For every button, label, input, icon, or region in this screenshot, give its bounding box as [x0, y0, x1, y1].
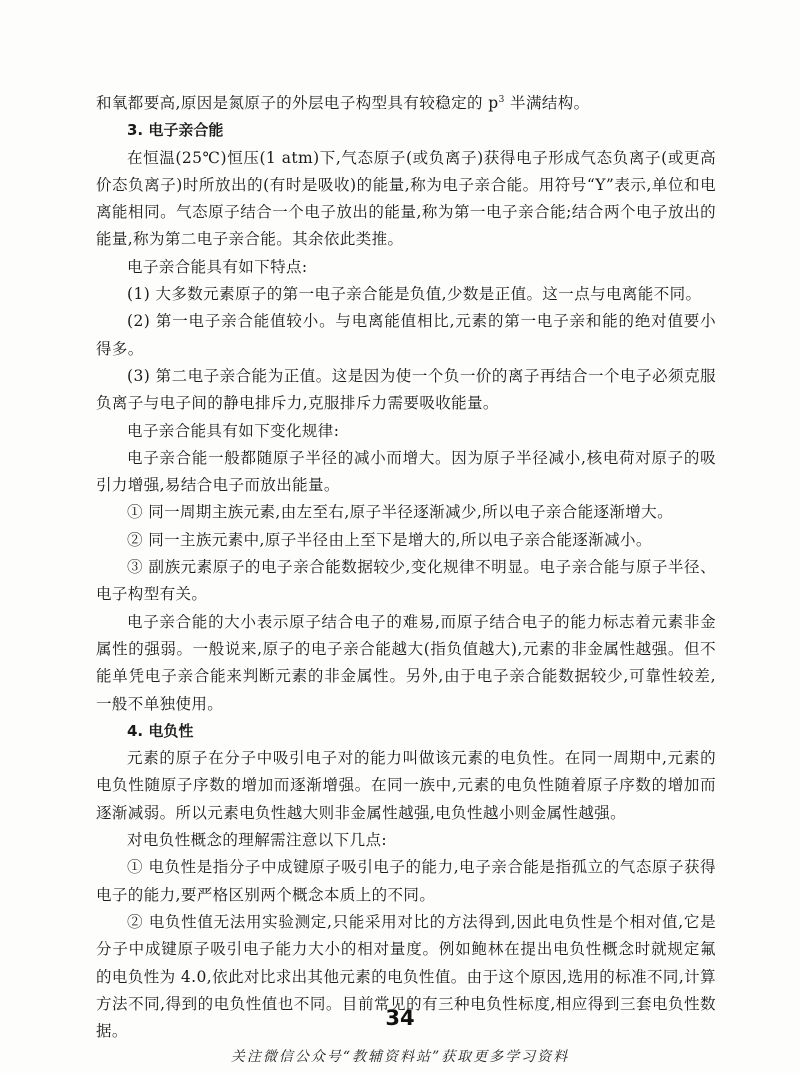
- paragraph: 电子亲合能一般都随原子半径的减小而增大。因为原子半径减小,核电荷对原子的吸引力增强,易结合电子而放出能量。: [96, 448, 716, 495]
- list-item: (3) 第二电子亲合能为正值。这是因为使一个负一价的离子再结合一个电子必须克服负离子与电子间的静电排斥力,克服排斥力需要吸收能量。: [96, 366, 716, 413]
- section-heading-electron-affinity: 3. 电子亲合能: [127, 121, 224, 140]
- paragraph: 电子亲合能的大小表示原子结合电子的难易,而原子结合电子的能力标志着元素非金属性的强弱。一般说来,原子的电子亲合能越大(指负值越大),元素的非金属性越强。但不能单凭电子亲合能来判断元素的非金属性。另外,由于电子亲合能数据较少,可靠性较差,一般不单独使用。: [96, 612, 716, 713]
- paragraph: 在恒温(25℃)恒压(1 atm)下,气态原子(或负离子)获得电子形成气态负离子(或更高价态负离子)时所放出的(有时是吸收)的能量,称为电子亲合能。用符号“Y”表示,单位和电离能相同。气态原子结合一个电子放出的能量,称为第一电子亲合能;结合两个电子放出的能量,称为第二电子亲合能。其余依此类推。: [96, 148, 716, 249]
- list-item: ② 同一主族元素中,原子半径由上至下是增大的,所以电子亲合能逐渐减小。: [127, 530, 652, 549]
- continuation-line: [96, 90, 716, 117]
- paragraph: 电子亲合能具有如下特点:: [127, 257, 308, 276]
- paragraph: 对电负性概念的理解需注意以下几点:: [127, 831, 388, 850]
- list-item: ① 电负性是指分子中成键原子吸引电子的能力,电子亲合能是指孤立的气态原子获得电子的能力,要严格区别两个概念本质上的不同。: [96, 858, 716, 904]
- text-fragment: 半满结构。: [504, 94, 590, 112]
- section-heading-electronegativity: 4. 电负性: [127, 721, 194, 740]
- page-body: [96, 90, 716, 1045]
- paragraph: 元素的原子在分子中吸引电子对的能力叫做该元素的电负性。在同一周期中,元素的电负性随原子序数的增加而逐渐增强。在同一族中,元素的电负性随着原子序数的增加而逐渐减弱。所以元素电负性越大则非金属性越强,电负性越小则金属性越强。: [96, 749, 716, 822]
- list-item: ③ 副族元素原子的电子亲合能数据较少,变化规律不明显。电子亲合能与原子半径、电子构型有关。: [96, 558, 716, 604]
- paragraph: 电子亲合能具有如下变化规律:: [127, 421, 340, 440]
- list-item: (2) 第一电子亲合能值较小。与电离能值相比,元素的第一电子亲和能的绝对值要小得多。: [96, 312, 716, 358]
- page-number: 34: [385, 1006, 415, 1030]
- text-fragment: 和氧都要高,原因是氮原子的外层电子构型具有较稳定的 p: [96, 94, 499, 112]
- footer-watermark: 关注微信公众号“教辅资料站”获取更多学习资料: [230, 1049, 570, 1065]
- superscript: 3: [498, 94, 505, 105]
- list-item: ① 同一周期主族元素,由左至右,原子半径逐渐减少,所以电子亲合能逐渐增大。: [127, 503, 674, 522]
- list-item: ② 电负性值无法用实验测定,只能采用对比的方法得到,因此电负性是个相对值,它是分子中成键原子吸引电子能力大小的相对量度。例如鲍林在提出电负性概念时就规定氟的电负性为 4.0,依此对比求出其他元素的电负性值。由于这个原因,选用的标准不同,计算方法不同,得到的电负性值也不同。目前常见的有三种电负性标度,相应得到三套电负性数据。: [96, 912, 716, 1041]
- list-item: (1) 大多数元素原子的第一电子亲合能是负值,少数是正值。这一点与电离能不同。: [127, 285, 702, 304]
